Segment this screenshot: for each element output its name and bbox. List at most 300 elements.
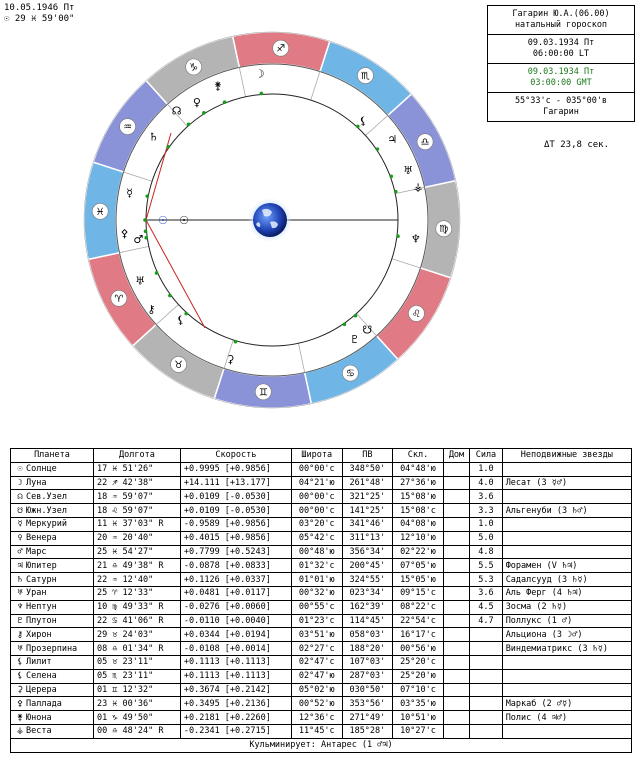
- cell-dec: 16°17'с: [393, 628, 444, 642]
- info-time2: 03:00:00 GMT: [530, 78, 592, 88]
- cell-speed: -0.9589 [+0.9856]: [180, 517, 291, 531]
- cell-lat: 01°01'ю: [291, 573, 342, 587]
- cell-ra: 287°03': [342, 669, 393, 683]
- cell-lon: 21 ♎ 49'38" R: [93, 559, 180, 573]
- planet-position-dot: [184, 312, 188, 316]
- cell-stars: Аль Ферг (4 ♄♃): [502, 586, 631, 600]
- cell-power: 3.6: [470, 586, 502, 600]
- zodiac-sign-icon: ♌: [411, 308, 421, 320]
- cell-house: [443, 545, 469, 559]
- cell-power: 4.8: [470, 545, 502, 559]
- cell-house: [443, 490, 469, 504]
- cell-ra: 271°49': [342, 711, 393, 725]
- planet-position-dot: [260, 92, 264, 96]
- cell-dec: 25°20'с: [393, 655, 444, 669]
- cell-lat: 02°27'с: [291, 642, 342, 656]
- planet-cell: [11, 669, 94, 683]
- cell-lat: 04°21'ю: [291, 476, 342, 490]
- planet-icon: ⚴: [16, 698, 24, 709]
- planet-position-dot: [343, 322, 347, 326]
- cell-ra: 356°34': [342, 545, 393, 559]
- cell-house: [443, 711, 469, 725]
- col-house: Дом: [443, 449, 469, 463]
- table-row[interactable]: [11, 724, 632, 738]
- table-row[interactable]: [11, 600, 632, 614]
- cell-stars: Садалсууд (3 ♄☿): [502, 573, 631, 587]
- table-row[interactable]: [11, 490, 632, 504]
- cell-lat: 11°45'с: [291, 724, 342, 738]
- cell-dec: 00°56'ю: [393, 642, 444, 656]
- zodiac-sign-icon: ♍: [439, 224, 449, 236]
- cell-lon: 11 ♓ 37'03" R: [93, 517, 180, 531]
- cell-lon: 17 ♓ 51'26": [93, 462, 180, 476]
- planet-icon: ⚶: [16, 726, 24, 737]
- cell-speed: +14.111 [+13.177]: [180, 476, 291, 490]
- cell-lon: 22 ♐ 42'38": [93, 476, 180, 490]
- cell-power: [470, 711, 502, 725]
- planet-name: Прозерпина: [26, 643, 78, 654]
- planet-icon: ♅: [17, 643, 23, 654]
- cell-speed: -0.2341 [+0.2715]: [180, 724, 291, 738]
- zodiac-sign-icon: ♓: [95, 206, 105, 218]
- planet-position-dot: [376, 147, 380, 151]
- planet-icon: ♃: [17, 560, 23, 571]
- cell-lat: 05°42'с: [291, 531, 342, 545]
- col-power: Сила: [470, 449, 502, 463]
- cell-lon: 29 ♉ 24'03": [93, 628, 180, 642]
- cell-power: [470, 683, 502, 697]
- cell-speed: -0.0276 [+0.0060]: [180, 600, 291, 614]
- cell-ra: 185°28': [342, 724, 393, 738]
- cell-stars: Форамен (V ♄♃): [502, 559, 631, 573]
- table-row[interactable]: [11, 669, 632, 683]
- planet-icon: ♄: [17, 574, 23, 585]
- cell-stars: Альциона (3 ☽♂): [502, 628, 631, 642]
- cell-lon: 18 ♌ 59'07": [93, 504, 180, 518]
- cell-dec: 22°54'с: [393, 614, 444, 628]
- cell-speed: +0.0344 [+0.0194]: [180, 628, 291, 642]
- planet-name: Церера: [26, 684, 57, 695]
- planet-name: Лилит: [26, 657, 52, 668]
- cell-dec: 04°48'ю: [393, 462, 444, 476]
- cell-lat: 02°47'ю: [291, 669, 342, 683]
- planet-marker-icon[interactable]: ♂: [133, 232, 144, 246]
- table-row[interactable]: [11, 711, 632, 725]
- cell-lat: 02°47'с: [291, 655, 342, 669]
- planet-cell: [11, 559, 94, 573]
- cell-lat: 03°51'ю: [291, 628, 342, 642]
- header-date: 10.05.1946 Пт: [4, 3, 75, 13]
- cell-power: 3.6: [470, 490, 502, 504]
- planet-name: Селена: [26, 671, 57, 682]
- planet-name: Плутон: [26, 615, 57, 626]
- cell-stars: Лесат (3 ☿♂): [502, 476, 631, 490]
- col-ra: ПВ: [342, 449, 393, 463]
- cell-lon: 22 ♋ 41'06" R: [93, 614, 180, 628]
- planets-table: [10, 448, 632, 753]
- cell-lat: 01°32'с: [291, 559, 342, 573]
- cell-lon: 08 ♎ 01'34" R: [93, 642, 180, 656]
- cell-power: 1.0: [470, 462, 502, 476]
- cell-house: [443, 614, 469, 628]
- cell-house: [443, 642, 469, 656]
- cell-lon: 01 ♑ 49'50": [93, 711, 180, 725]
- cell-stars: [502, 545, 631, 559]
- cell-speed: +0.4015 [+0.9856]: [180, 531, 291, 545]
- planet-cell: [11, 724, 94, 738]
- info-type: натальный гороскоп: [514, 20, 608, 30]
- cell-ra: 107°03': [342, 655, 393, 669]
- cell-power: 5.5: [470, 559, 502, 573]
- cell-house: [443, 724, 469, 738]
- cell-speed: +0.1113 [+0.1113]: [180, 669, 291, 683]
- planet-marker-icon[interactable]: ♀: [192, 95, 201, 109]
- cell-speed: -0.0108 [+0.0014]: [180, 642, 291, 656]
- zodiac-sign-icon: ♒: [123, 122, 133, 134]
- cell-house: [443, 531, 469, 545]
- delta-t: ΔT 23,8 сек.: [544, 140, 610, 150]
- info-date1: 09.03.1934 Пт: [527, 38, 595, 48]
- planet-position-dot: [187, 122, 191, 126]
- cell-ra: 114°45': [342, 614, 393, 628]
- cell-power: [470, 697, 502, 711]
- cell-lat: 00°00'с: [291, 490, 342, 504]
- planet-marker-icon[interactable]: ⚸: [176, 313, 185, 327]
- cell-lon: 25 ♈ 12'33": [93, 586, 180, 600]
- planet-marker-icon[interactable]: ⚵: [213, 79, 222, 93]
- planet-marker-icon[interactable]: ☊: [171, 104, 182, 118]
- info-time1: 06:00:00 LT: [532, 49, 590, 59]
- planet-name: Нептун: [26, 602, 57, 613]
- planet-icon: ♀: [17, 533, 23, 544]
- cell-ra: 321°25': [342, 490, 393, 504]
- col-declination: Скл.: [393, 449, 444, 463]
- cell-stars: [502, 462, 631, 476]
- cell-lat: 00°55'с: [291, 600, 342, 614]
- cell-stars: Маркаб (2 ♂☿): [502, 697, 631, 711]
- planet-marker-icon[interactable]: ⚶: [413, 180, 423, 194]
- sun-icon: ☉: [158, 214, 168, 227]
- planet-marker-icon[interactable]: ♄: [148, 130, 159, 144]
- planet-cell: [11, 517, 94, 531]
- cell-power: 5.3: [470, 573, 502, 587]
- planet-cell: [11, 600, 94, 614]
- cell-speed: +0.0109 [-0.0530]: [180, 490, 291, 504]
- cell-house: [443, 697, 469, 711]
- planet-marker-icon[interactable]: ♇: [349, 333, 360, 347]
- cell-ra: 324°55': [342, 573, 393, 587]
- cell-dec: 04°08'ю: [393, 517, 444, 531]
- cell-lon: 18 ♒ 59'07": [93, 490, 180, 504]
- planet-name: Юпитер: [26, 560, 57, 571]
- cell-speed: +0.1113 [+0.1113]: [180, 655, 291, 669]
- planet-marker-icon[interactable]: ♃: [387, 133, 398, 147]
- cell-lat: 05°02'ю: [291, 683, 342, 697]
- cell-power: [470, 655, 502, 669]
- cell-stars: Поллукс (1 ♂): [502, 614, 631, 628]
- cell-stars: [502, 531, 631, 545]
- cell-dec: 08°22'с: [393, 600, 444, 614]
- planet-cell: [11, 462, 94, 476]
- zodiac-sign-icon: ♋: [345, 368, 355, 380]
- cell-speed: -0.0110 [+0.0040]: [180, 614, 291, 628]
- cell-dec: 27°36'ю: [393, 476, 444, 490]
- planet-icon: ⚸: [16, 671, 24, 682]
- planet-name: Южн.Узел: [26, 505, 67, 516]
- cell-speed: -0.0878 [+0.0833]: [180, 559, 291, 573]
- planet-cell: [11, 642, 94, 656]
- planet-cell: [11, 545, 94, 559]
- cell-lon: 22 ♒ 12'40": [93, 573, 180, 587]
- cell-stars: Полис (4 ♃♂): [502, 711, 631, 725]
- cell-house: [443, 504, 469, 518]
- planet-cell: [11, 711, 94, 725]
- table-row[interactable]: [11, 545, 632, 559]
- planet-name: Венера: [26, 533, 57, 544]
- table-row[interactable]: [11, 697, 632, 711]
- planet-marker-icon[interactable]: ⚸: [359, 114, 368, 128]
- cell-ra: 353°56': [342, 697, 393, 711]
- cell-lat: 00°00'с: [291, 504, 342, 518]
- cell-ra: 141°25': [342, 504, 393, 518]
- info-place: Гагарин: [543, 107, 579, 117]
- cell-dec: 10°51'ю: [393, 711, 444, 725]
- zodiac-sign-icon: ♏: [360, 71, 370, 83]
- planet-icon: ☿: [17, 519, 23, 530]
- cell-speed: +0.0109 [-0.0530]: [180, 504, 291, 518]
- table-row[interactable]: [11, 614, 632, 628]
- cell-house: [443, 683, 469, 697]
- planet-cell: [11, 476, 94, 490]
- cell-lat: 03°20'с: [291, 517, 342, 531]
- table-row[interactable]: [11, 683, 632, 697]
- table-row[interactable]: [11, 573, 632, 587]
- cell-house: [443, 600, 469, 614]
- col-fixed-stars: Неподвижные звезды: [502, 449, 631, 463]
- planet-marker-icon[interactable]: ⚷: [147, 303, 156, 317]
- planet-name: Уран: [26, 588, 47, 599]
- zodiac-sign-icon: ♑: [189, 62, 199, 74]
- cell-house: [443, 669, 469, 683]
- cell-dec: 15°08'с: [393, 504, 444, 518]
- cell-stars: Альгенуби (3 ♄♂): [502, 504, 631, 518]
- planet-cell: [11, 504, 94, 518]
- table-row[interactable]: [11, 628, 632, 642]
- cell-ra: 261°48': [342, 476, 393, 490]
- planet-position-dot: [389, 175, 393, 179]
- cell-power: 3.3: [470, 504, 502, 518]
- planet-cell: [11, 655, 94, 669]
- planet-icon: ♅: [17, 588, 23, 599]
- planet-cell: [11, 683, 94, 697]
- cell-stars: Зосма (2 ♄☿): [502, 600, 631, 614]
- cell-power: 5.0: [470, 531, 502, 545]
- cell-stars: [502, 517, 631, 531]
- info-date2: 09.03.1934 Пт: [527, 67, 595, 77]
- cell-lon: 05 ♉ 23'11": [93, 655, 180, 669]
- cell-house: [443, 628, 469, 642]
- planet-name: Веста: [26, 726, 52, 737]
- planet-marker-icon[interactable]: ☽: [254, 67, 265, 81]
- planet-cell: [11, 614, 94, 628]
- planet-position-dot: [168, 294, 172, 298]
- cell-ra: 188°20': [342, 642, 393, 656]
- planet-marker-icon[interactable]: ☋: [362, 323, 373, 337]
- cell-power: [470, 669, 502, 683]
- cell-speed: +0.3674 [+0.2142]: [180, 683, 291, 697]
- planet-position-dot: [394, 190, 398, 194]
- table-row[interactable]: [11, 559, 632, 573]
- planet-icon: ☊: [17, 491, 23, 502]
- cell-house: [443, 559, 469, 573]
- cell-lat: 00°32'ю: [291, 586, 342, 600]
- planet-marker-icon[interactable]: ☉: [179, 214, 189, 227]
- table-row[interactable]: [11, 517, 632, 531]
- planet-position-dot: [144, 230, 148, 234]
- cell-ra: 348°50': [342, 462, 393, 476]
- cell-dec: 02°22'ю: [393, 545, 444, 559]
- planet-marker-icon[interactable]: ☿: [126, 186, 133, 200]
- cell-stars: [502, 490, 631, 504]
- planet-icon: ⚷: [16, 629, 24, 640]
- cell-lon: 20 ♒ 20'40": [93, 531, 180, 545]
- planet-position-dot: [223, 100, 227, 104]
- planet-position-dot: [356, 125, 360, 129]
- cell-ra: 200°45': [342, 559, 393, 573]
- culmination-note: Кульминирует: Антарес (1 ♂♃): [11, 738, 632, 752]
- table-row[interactable]: [11, 655, 632, 669]
- planet-name: Юнона: [26, 712, 52, 723]
- table-row[interactable]: [11, 476, 632, 490]
- zodiac-sign-icon: ♐: [276, 43, 286, 55]
- cell-power: [470, 642, 502, 656]
- planet-position-dot: [354, 314, 358, 318]
- cell-dec: 07°05'ю: [393, 559, 444, 573]
- cell-speed: +0.2181 [+0.2260]: [180, 711, 291, 725]
- cell-house: [443, 573, 469, 587]
- cell-house: [443, 586, 469, 600]
- cell-dec: 10°27'с: [393, 724, 444, 738]
- planet-icon: ♂: [17, 546, 23, 557]
- planet-marker-icon[interactable]: ⚳: [226, 352, 235, 366]
- planet-cell: [11, 586, 94, 600]
- info-coords: 55°33'с - 035°00'в: [514, 96, 608, 106]
- cell-power: [470, 628, 502, 642]
- planet-position-dot: [145, 194, 149, 198]
- table-row[interactable]: [11, 504, 632, 518]
- cell-ra: 311°13': [342, 531, 393, 545]
- cell-speed: +0.3495 [+0.2136]: [180, 697, 291, 711]
- cell-speed: +0.9995 [+0.9856]: [180, 462, 291, 476]
- zodiac-sign-icon: ♊: [258, 387, 268, 399]
- cell-house: [443, 655, 469, 669]
- planet-marker-icon[interactable]: ⚴: [120, 227, 129, 241]
- planet-position-dot: [202, 111, 206, 115]
- cell-lat: 12°36'с: [291, 711, 342, 725]
- sun-icon: ☉: [4, 14, 10, 24]
- zodiac-sign-icon: ♎: [420, 137, 430, 149]
- cell-stars: [502, 724, 631, 738]
- planet-icon: ☉: [17, 464, 23, 475]
- planet-icon: ☽: [17, 477, 23, 488]
- cell-speed: +0.7799 [+0.5243]: [180, 545, 291, 559]
- cell-lat: 00°00'с: [291, 462, 342, 476]
- planet-name: Хирон: [26, 629, 52, 640]
- earth-globe-icon: [253, 203, 287, 237]
- planet-cell: [11, 490, 94, 504]
- table-row[interactable]: [11, 642, 632, 656]
- planet-icon: ♇: [17, 615, 23, 626]
- zodiac-sign-icon: ♉: [174, 359, 184, 371]
- header-sun-value: 29 ♓ 59'00": [14, 14, 75, 24]
- planet-name: Марс: [26, 546, 47, 557]
- planet-position-dot: [143, 218, 147, 222]
- planet-icon: ☋: [17, 505, 23, 516]
- cell-lat: 00°52'ю: [291, 697, 342, 711]
- cell-dec: 03°35'ю: [393, 697, 444, 711]
- planet-cell: [11, 697, 94, 711]
- planet-cell: [11, 573, 94, 587]
- cell-lon: 01 ♊ 12'32": [93, 683, 180, 697]
- planet-position-dot: [166, 145, 170, 149]
- table-header-row: [11, 449, 632, 463]
- planet-position-dot: [144, 236, 148, 240]
- cell-dec: 07°10'с: [393, 683, 444, 697]
- cell-dec: 12°10'ю: [393, 531, 444, 545]
- planet-cell: [11, 628, 94, 642]
- cell-dec: 15°05'ю: [393, 573, 444, 587]
- cell-ra: 030°50': [342, 683, 393, 697]
- cell-power: [470, 724, 502, 738]
- cell-ra: 341°46': [342, 517, 393, 531]
- cell-dec: 09°15'с: [393, 586, 444, 600]
- col-longitude: Долгота: [93, 449, 180, 463]
- cell-house: [443, 517, 469, 531]
- cell-ra: 023°34': [342, 586, 393, 600]
- table-row[interactable]: [11, 586, 632, 600]
- col-speed: Скорость: [180, 449, 291, 463]
- planet-icon: ⚳: [16, 684, 24, 695]
- cell-stars: [502, 669, 631, 683]
- planet-position-dot: [234, 340, 238, 344]
- planet-name: Луна: [26, 477, 47, 488]
- cell-dec: 15°08'ю: [393, 490, 444, 504]
- cell-ra: 058°03': [342, 628, 393, 642]
- table-row[interactable]: [11, 531, 632, 545]
- planet-marker-icon[interactable]: ♅: [135, 274, 146, 288]
- planet-name: Паллада: [26, 698, 62, 709]
- table-row[interactable]: [11, 462, 632, 476]
- cell-power: 4.5: [470, 600, 502, 614]
- cell-lat: 01°23'с: [291, 614, 342, 628]
- planet-marker-icon[interactable]: ♆: [410, 232, 421, 246]
- planet-name: Солнце: [26, 464, 57, 475]
- planet-name: Сев.Узел: [26, 491, 67, 502]
- planet-position-dot: [155, 271, 159, 275]
- planet-cell: [11, 531, 94, 545]
- planet-marker-icon[interactable]: ♅: [403, 164, 414, 178]
- planet-icon: ⚸: [16, 657, 24, 668]
- cell-lon: 25 ♓ 54'27": [93, 545, 180, 559]
- planet-icon: ⚵: [16, 712, 24, 723]
- cell-stars: [502, 655, 631, 669]
- col-planet: Планета: [11, 449, 94, 463]
- cell-stars: Виндемиатрикс (3 ♄☿): [502, 642, 631, 656]
- zodiac-sign-icon: ♈: [114, 293, 124, 305]
- cell-power: 4.7: [470, 614, 502, 628]
- cell-dec: 25°20'ю: [393, 669, 444, 683]
- info-name: Гагарин Ю.А.(06.00): [512, 9, 610, 19]
